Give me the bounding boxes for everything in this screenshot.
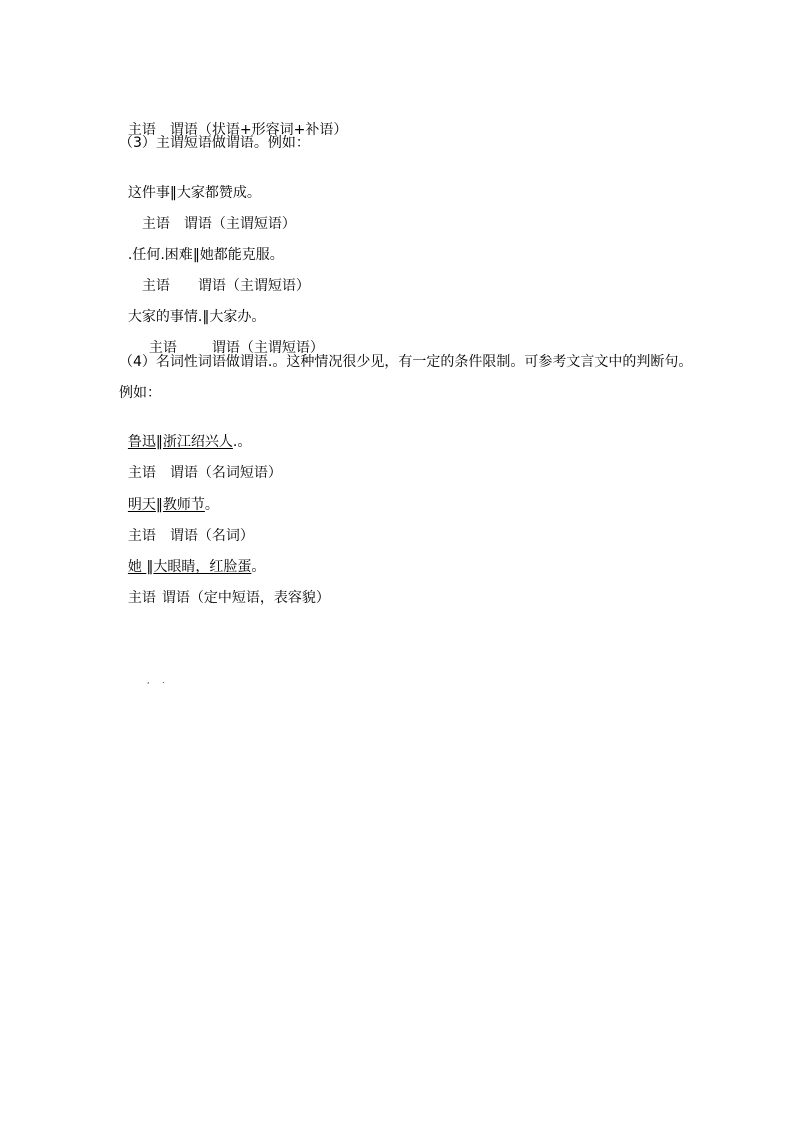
sentence-subject: .任何.困难 xyxy=(127,247,193,263)
sentence-subject: 明天 xyxy=(127,497,156,513)
subject-label: 主语 xyxy=(148,340,177,356)
sentence-predicate: 教师节 xyxy=(162,497,205,513)
sentence-predicate: 大家办。 xyxy=(209,309,266,325)
predicate-label: 谓语（状语+形容词+补语） xyxy=(169,122,348,138)
sentence-subject: 鲁迅 xyxy=(127,434,156,450)
sentence-end: .。 xyxy=(232,434,252,450)
predicate-label: 谓语（名词） xyxy=(169,528,254,544)
predicate-label: 谓语（主谓短语） xyxy=(197,278,310,294)
subject-label: 主语 xyxy=(127,465,156,481)
subject-label: 主语 xyxy=(127,122,156,138)
divider-mark: ‖ xyxy=(155,434,163,450)
divider-mark: ‖ xyxy=(146,559,154,575)
sentence-predicate: 大家都赞成。 xyxy=(176,185,261,201)
sentence-subject: 大家的事情. xyxy=(127,309,203,325)
stray-mark: . xyxy=(162,676,165,685)
annotation-line-4 xyxy=(140,321,324,357)
subject-label: 主语 xyxy=(127,590,156,606)
sentence-predicate: 浙江绍兴人 xyxy=(162,434,233,450)
predicate-label: 谓语（主谓短语） xyxy=(183,216,296,232)
sentence-predicate: 大眼睛，红脸蛋 xyxy=(153,559,252,575)
subject-label: 主语 xyxy=(141,278,170,294)
subject-label: 主语 xyxy=(127,528,156,544)
annotation-line-7 xyxy=(119,571,330,607)
sentence-end: 。 xyxy=(251,559,266,575)
subject-label: 主语 xyxy=(141,216,170,232)
divider-mark: ‖ xyxy=(192,247,200,263)
stray-mark: , xyxy=(147,676,150,685)
annotation-line-5 xyxy=(119,446,282,482)
sentence-predicate: 她都能克服。 xyxy=(199,247,284,263)
sentence-end: 。 xyxy=(204,497,219,513)
section-heading-3: （3）主谓短语做谓语。例如： xyxy=(119,135,310,151)
divider-mark: ‖ xyxy=(155,497,163,513)
divider-mark: ‖ xyxy=(169,185,177,201)
section-heading-4: （4）名词性词语做谓语.。这种情况很少见，有一定的条件限制。可参考文言文中的判断句。 xyxy=(119,354,693,370)
sentence-subject: 这件事 xyxy=(127,185,170,201)
predicate-label: 谓语（定中短语，表容貌） xyxy=(161,590,330,606)
example-intro: 例如： xyxy=(119,385,161,401)
predicate-label: 谓语（名词短语） xyxy=(169,465,282,481)
sentence-subject: 她 xyxy=(127,559,147,575)
predicate-label: 谓语（主谓短语） xyxy=(211,340,324,356)
divider-mark: ‖ xyxy=(202,309,210,325)
